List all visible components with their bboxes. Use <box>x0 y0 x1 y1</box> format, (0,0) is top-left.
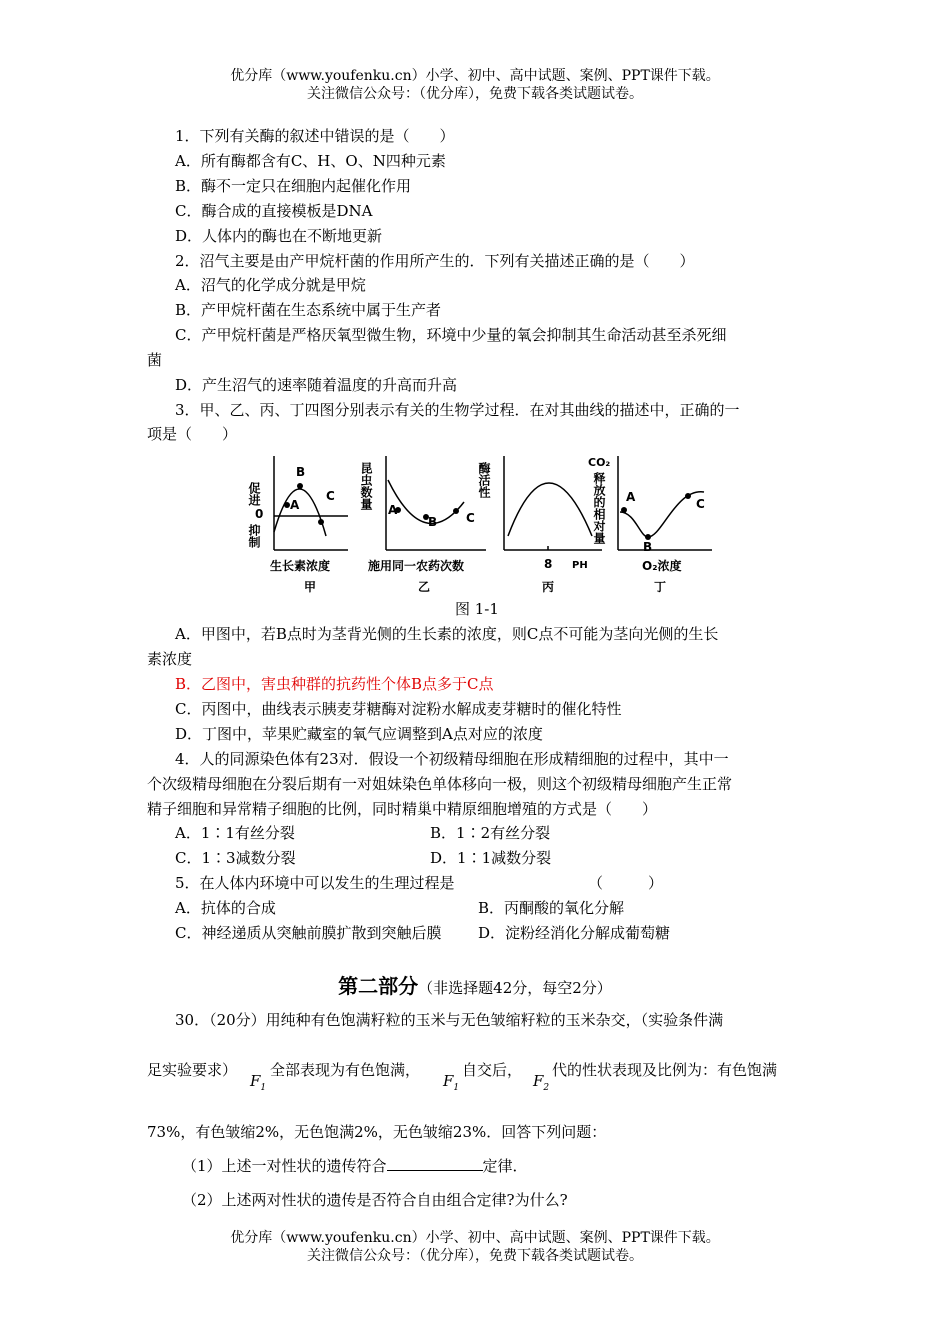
jia-point-c <box>318 519 324 525</box>
q3-option-a: A．甲图中，若B点时为茎背光侧的生长素的浓度，则C点不可能为茎向光侧的生长 <box>175 625 719 643</box>
ding-point-a <box>621 507 627 513</box>
q30-line-1: 30．（20分）用纯种有色饱满籽粒的玉米与无色皱缩籽粒的玉米杂交，（实验条件满 <box>175 1011 724 1029</box>
bing-y-label: 酶活性 <box>477 462 491 498</box>
q2-option-c: C．产甲烷杆菌是严格厌氧型微生物，环境中少量的氧会抑制其生命活动甚至杀死细 <box>175 326 727 344</box>
q1-option-a: A．所有酶都含有C、H、O、N四种元素 <box>175 152 446 170</box>
bing-x-label: PH <box>572 560 588 571</box>
q3-option-a-cont: 素浓度 <box>147 650 193 668</box>
ding-y-top: CO₂ <box>588 456 611 469</box>
header-line-1: 优分库（www.youfenku.cn）小学、初中、高中试题、案例、PPT课件下载。 <box>230 68 720 84</box>
q4-option-c: C．1∶3减数分裂 <box>175 849 296 867</box>
jia-label-b: B <box>296 465 306 479</box>
q5-option-d: D．淀粉经消化分解成葡萄糖 <box>478 924 671 942</box>
yi-name: 乙 <box>418 580 431 594</box>
q2-option-d: D．产生沼气的速率随着温度的升高而升高 <box>175 376 458 394</box>
q5-option-b: B．丙酮酸的氧化分解 <box>478 899 625 917</box>
q4-stem-2: 个次级精母细胞在分裂后期有一对姐妹染色单体移向一极，则这个初级精母细胞产生正常 <box>147 775 733 793</box>
jia-label-c: C <box>326 489 335 503</box>
ding-x-label: O₂浓度 <box>642 559 682 573</box>
yi-y-label: 昆虫数量 <box>359 462 373 510</box>
q3-stem: 3．甲、乙、丙、丁四图分别表示有关的生物学过程．在对其曲线的描述中，正确的一 <box>175 401 740 419</box>
q1-option-c: C．酶合成的直接模板是DNA <box>175 202 373 220</box>
jia-name: 甲 <box>304 580 317 594</box>
q30-line-2d: 代的性状表现及比例为：有色饱满 <box>552 1061 778 1079</box>
part2-note: （非选择题42分，每空2分） <box>418 979 612 997</box>
jia-y-zero: 0 <box>255 507 264 521</box>
yi-label-c: C <box>466 511 475 525</box>
jia-curve <box>274 489 326 536</box>
q3-option-c: C．丙图中，曲线表示胰麦芽糖酶对淀粉水解成麦芽糖时的催化特性 <box>175 700 622 718</box>
footer-line-2: 关注微信公众号：（优分库），免费下载各类试题试卷。 <box>307 1248 643 1264</box>
bing-curve <box>508 483 592 536</box>
q5-option-a: A．抗体的合成 <box>175 899 276 917</box>
q2-option-c-cont: 菌 <box>147 351 163 369</box>
q30-line-3: 73%，有色皱缩2%，无色饱满2%，无色皱缩23%．回答下列问题： <box>147 1123 607 1141</box>
part2-heading <box>0 970 950 999</box>
q30-sub-1: （1）上述一对性状的遗传符合 定律． <box>182 1157 528 1175</box>
jia-y-top: 促进 <box>247 482 261 506</box>
jia-point-b <box>297 483 303 489</box>
q2-option-b: B．产甲烷杆菌在生态系统中属于生产者 <box>175 301 442 319</box>
q30-line-2b: 全部表现为有色饱满， <box>270 1061 421 1079</box>
q30-line-2a: 足实验要求） <box>147 1061 238 1079</box>
q5-paren: （ ） <box>588 874 664 892</box>
q3-option-b-answer: B．乙图中，害虫种群的抗药性个体B点多于C点 <box>175 675 494 693</box>
ding-y-label: 释放的相对量 <box>592 472 606 544</box>
q4-stem-3: 精子细胞和异常精子细胞的比例，同时精巢中精原细胞增殖的方式是（ ） <box>147 800 658 818</box>
yi-point-c <box>453 508 459 514</box>
jia-x-label: 生长素浓度 <box>270 559 331 573</box>
q4-option-a: A．1∶1有丝分裂 <box>175 824 295 842</box>
ding-label-c: C <box>696 497 705 511</box>
q1-option-b: B．酶不一定只在细胞内起催化作用 <box>175 177 412 195</box>
bing-tick-8: 8 <box>544 557 553 571</box>
q3-stem-cont: 项是（ ） <box>147 425 238 443</box>
q2-stem: 2．沼气主要是由产甲烷杆菌的作用所产生的．下列有关描述正确的是（ ） <box>175 252 695 270</box>
yi-label-a: A <box>388 503 398 517</box>
f1-symbol-2: $F_1$ <box>443 1072 460 1093</box>
f1-symbol-1: $F_1$ <box>250 1072 267 1093</box>
q5-stem: 5．在人体内环境中可以发生的生理过程是 <box>175 874 455 892</box>
q1-stem: 1．下列有关酶的叙述中错误的是（ ） <box>175 127 455 145</box>
ding-label-a: A <box>626 490 636 504</box>
figure-caption: 图 1-1 <box>455 600 499 618</box>
q30-line-2c: 自交后， <box>462 1061 523 1079</box>
q1-option-d: D．人体内的酶也在不断地更新 <box>175 227 383 245</box>
header-line-2: 关注微信公众号：（优分库），免费下载各类试题试卷。 <box>307 86 643 102</box>
q5-option-c: C．神经递质从突触前膜扩散到突触后膜 <box>175 924 442 942</box>
jia-y-bottom: 抑制 <box>247 524 261 548</box>
ding-label-b: B <box>643 540 653 554</box>
footer-line-1: 优分库（www.youfenku.cn）小学、初中、高中试题、案例、PPT课件下载。 <box>230 1230 720 1246</box>
f2-symbol: $F_2$ <box>533 1072 550 1093</box>
q4-option-b: B．1∶2有丝分裂 <box>430 824 551 842</box>
q2-option-a: A．沼气的化学成分就是甲烷 <box>175 276 366 294</box>
part2-title: 第二部分 <box>338 974 419 998</box>
answer-blank[interactable] <box>387 1156 483 1171</box>
bing-name: 丙 <box>542 580 555 594</box>
jia-label-a: A <box>290 498 300 512</box>
ding-point-c <box>685 493 691 499</box>
ding-name: 丁 <box>654 580 667 594</box>
q3-option-d: D．丁图中，苹果贮藏室的氧气应调整到A点对应的浓度 <box>175 725 543 743</box>
q30-sub-2: （2）上述两对性状的遗传是否符合自由组合定律?为什么? <box>182 1191 568 1209</box>
q4-option-d: D．1∶1减数分裂 <box>430 849 552 867</box>
q4-stem: 4．人的同源染色体有23对．假设一个初级精母细胞在形成精细胞的过程中，其中一 <box>175 750 729 768</box>
yi-x-label: 施用同一农药次数 <box>368 559 465 573</box>
figure-1-1 <box>247 452 715 597</box>
yi-label-b: B <box>428 515 438 529</box>
